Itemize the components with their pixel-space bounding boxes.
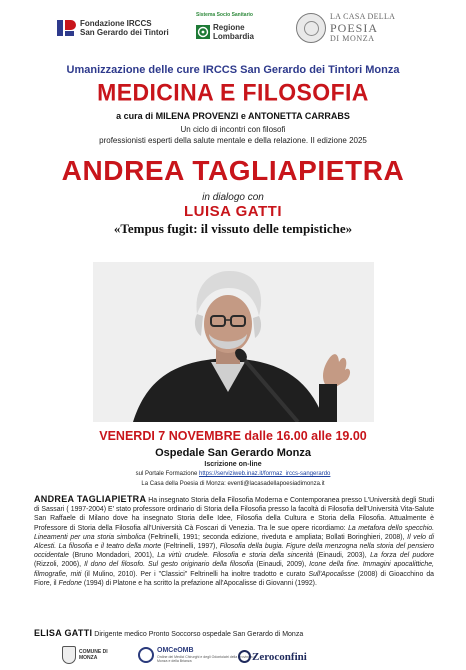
guest-name: LUISA GATTI — [184, 203, 282, 220]
bio-text-1: Ha insegnato Storia della Filosofia Moderna e Contemporanea presso L'Università degli Studi di Sassari ( 1997-2004) E' stato professore ordinario di Storia della Filosofia presso la facoltà di Filosofia dell'Università Vita-Salute San Raffaele di Milano dove ha insegnato Storia delle Idee, Filosofia della Cultura e Storia della Filosofia. Attualmente è Professore di Storia della Filosofia all'Università Cà Foscari di Venezia. Tra le sue opere ricordiamo: — [34, 497, 435, 532]
casa-poesia-logo — [296, 12, 395, 44]
bio-text-2: (Feltrinelli, 1991; seconda edizione, riveduta e ampliata; Bollati Boringhieri, 2008), — [148, 533, 405, 541]
lombardia-line1: Regione — [213, 23, 245, 32]
irccs-mark-icon — [56, 18, 76, 38]
description-line1: Un ciclo di incontri con filosofi — [180, 125, 286, 134]
bio-work-3: Filosofia della bugia. Figure della menzogna nella storia del pensiero occidentale — [34, 543, 435, 560]
footer-logos — [0, 644, 466, 670]
poesia-seal-icon — [296, 13, 326, 43]
talk-title: «Tempus fugit: il vissuto delle tempistiche» — [113, 221, 353, 236]
event-location: Ospedale San Gerardo Monza — [155, 447, 311, 459]
speaker-name: ANDREA TAGLIAPIETRA — [61, 155, 405, 186]
series-title: MEDICINA E FILOSOFIA — [97, 78, 369, 106]
zeroconfini-name: Zeroconfini — [252, 650, 307, 663]
bio-text-9: (2008) di Gioacchino da Fiore, il — [34, 570, 434, 587]
contact-line: La Casa della Poesia di Monza: eventi@lacasadellapoesiadimonza.it — [141, 481, 325, 487]
guest-bio-name: ELISA GATTI — [34, 628, 93, 638]
bio-work-9: Fedone — [58, 579, 82, 587]
bio-text-7: (Einaudi, 2009), — [256, 561, 307, 569]
curators-line: a cura di MILENA PROVENZI e ANTONETTA CARRABS — [116, 111, 350, 121]
bio-work-7: Icone della fine. Immagini apocalittiche, filmografie, miti — [34, 561, 434, 578]
bio-work-4: La virtù crudele. Filosofia e storia della sincerità — [157, 552, 314, 560]
series-description — [0, 124, 466, 146]
bio-work-6: Il dono del filosofo. Sul gesto originario della filosofia — [84, 561, 254, 569]
portal-label: sul Portale Formazione — [135, 471, 198, 477]
monza-line1: COMUNE DI — [79, 649, 108, 655]
bio-text-8: (il Mulino, 2010). Per i "Classici" Feltrinelli ha inoltre tradotto e curato — [84, 570, 306, 578]
poesia-line3: DI MONZA — [330, 34, 375, 43]
bio-text-3: (Feltrinelli, 1997), — [163, 543, 218, 551]
portal-link[interactable]: https://serviziweb.inaz.it/formaz_irccs-sangerardo — [198, 471, 331, 477]
portal-line — [0, 471, 466, 477]
bio-work-2: Il velo di Alcesti. La filosofia e il teatro della morte — [34, 533, 434, 551]
poesia-line1: LA CASA DELLA — [330, 12, 396, 21]
bio-work-1: La metafora dello specchio. Lineamenti per una storia simbolica — [34, 524, 434, 541]
header-logos — [0, 0, 466, 56]
irccs-logo — [56, 18, 169, 38]
speaker-bio — [34, 495, 434, 588]
event-datetime: VENERDI 7 NOVEMBRE dalle 16.00 alle 19.00 — [99, 429, 367, 443]
registration-label: Iscrizione on-line — [204, 461, 262, 468]
omceomb-ring-icon — [138, 647, 154, 663]
lombardia-rose-icon — [196, 25, 210, 39]
guest-bio-role: Dirigente medico Pronto Soccorso ospedale San Gerardo di Monza — [94, 631, 304, 638]
dialog-label: in dialogo con — [202, 192, 264, 203]
eyebrow-title: Umanizzazione delle cure IRCCS San Gerardo dei Tintori Monza — [66, 64, 400, 76]
irccs-line2: San Gerardo dei Tintori — [80, 28, 169, 37]
bio-name: ANDREA TAGLIAPIETRA — [34, 494, 147, 504]
bio-work-8: Sull'Apocalisse — [308, 570, 355, 578]
bio-text-4: (Bruno Mondadori, 2001), — [72, 552, 154, 560]
lombardia-label: Sistema Socio Sanitario — [196, 12, 253, 18]
bio-work-5: La forza del pudore — [370, 552, 435, 560]
bio-text-5: (Einaudi, 2003), — [316, 552, 367, 560]
bio-text-10: (1994) di Platone e ha scritto la prefazione all'Apocalisse di Giovanni (1992). — [83, 579, 317, 587]
monza-crest-icon — [62, 646, 76, 664]
speaker-photo — [93, 262, 374, 422]
lombardia-logo — [196, 12, 266, 41]
bio-text-6: (Rizzoli, 2006), — [34, 561, 82, 569]
description-line2: professionisti esperti della salute mentale e della relazione. II edizione 2025 — [99, 136, 367, 145]
guest-bio — [34, 628, 454, 638]
omceomb-subtitle: Ordine dei Medici Chirurghi e degli Odontoiatri della Provincia di Monza e della Brianza — [157, 655, 257, 663]
comune-monza-logo — [62, 646, 108, 664]
irccs-line1: Fondazione IRCCS — [80, 19, 152, 28]
zeroconfini-logo — [238, 650, 307, 663]
zeroconfini-ring-icon — [238, 650, 251, 663]
monza-line2: MONZA — [79, 655, 98, 661]
poesia-line2: POESIA — [330, 21, 379, 35]
lombardia-line2: Lombardia — [213, 32, 254, 41]
omceomb-name: OMCeOMB — [157, 647, 194, 654]
